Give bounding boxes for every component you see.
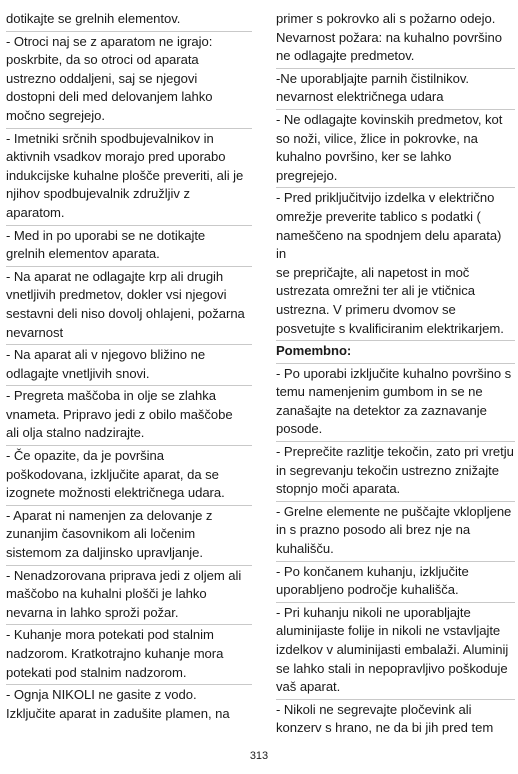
paragraph: - Otroci naj se z aparatom ne igrajo: poskrbite, da so otroci od aparata ustrezno oddaljeni, saj se njegovi dostopni deli med delovanjem lahko močno segrejejo. [6, 31, 252, 126]
paragraph: - Na aparat ne odlagajte krp ali drugih vnetljivih predmetov, dokler vsi njegovi sestavni deli niso dovolj ohlajeni, požarna nevarnost [6, 266, 252, 342]
paragraph: - Po končanem kuhanju, izključite uporabljeno področje kuhališča. [276, 561, 515, 600]
paragraph: - Imetniki srčnih spodbujevalnikov in aktivnih vsadkov morajo pred uporabo indukcijske kuhalne plošče preveriti, ali je njihov spodbujevalnik združljiv z aparatom. [6, 128, 252, 223]
paragraph: - Na aparat ali v njegovo bližino ne odlagajte vnetljivih snovi. [6, 344, 252, 383]
paragraph: -Ne uporabljajte parnih čistilnikov. nevarnost električnega udara [276, 68, 515, 107]
right-column [276, 10, 515, 740]
paragraph: - Po uporabi izključite kuhalno površino s temu namenjenim gumbom in se ne zanašajte na detektor za zaznavanje posode. [276, 363, 515, 439]
paragraph: - Kuhanje mora potekati pod stalnim nadzorom. Kratkotrajno kuhanje mora potekati pod stalnim nadzorom. [6, 624, 252, 682]
paragraph: primer s pokrovko ali s požarno odejo. Nevarnost požara: na kuhalno površino ne odlagajte predmetov. [276, 11, 502, 64]
paragraph: - Nenadzorovana priprava jedi z oljem ali maščobo na kuhalni plošči je lahko nevarna in lahko sproži požar. [6, 565, 252, 623]
paragraph: - Aparat ni namenjen za delovanje z zunanjim časovnikom ali ločenim sistemom za daljinsko upravljanje. [6, 505, 252, 563]
paragraph: - Pregreta maščoba in olje se zlahka vnameta. Pripravo jedi z obilo maščobe ali olja stalno nadzirajte. [6, 385, 252, 443]
paragraph: - Ognja NIKOLI ne gasite z vodo. Izključite aparat in zadušite plamen, na [6, 684, 252, 723]
paragraph: - Grelne elemente ne puščajte vklopljene in s prazno posodo ali brez nje na kuhališču. [276, 501, 515, 559]
section-heading: Pomembno: [276, 340, 515, 361]
paragraph: - Ne odlagajte kovinskih predmetov, kot so noži, vilice, žlice in pokrovke, na kuhalno površino, ker se lahko pregrejejo. [276, 109, 515, 185]
page-number: 313 [249, 750, 269, 762]
paragraph: - Nikoli ne segrevajte pločevink ali konzerv s hrano, ne da bi jih pred tem [276, 699, 515, 738]
paragraph: - Pred priključitvijo izdelka v električno omrežje preverite tablico s podatki ( nameščeno na spodnjem delu aparata) in se prepričajte, ali napetost in moč ustrezata omrežni ter ali je vtičnica ustrezna. V primeru dvomov se posvetujte s kvalificiranim elektrikarjem. [276, 187, 515, 338]
left-column [6, 10, 252, 725]
paragraph: - Pri kuhanju nikoli ne uporabljajte aluminijaste folije in nikoli ne vstavljajte izdelkov v aluminijasti embalaži. Aluminij se lahko stali in nepopravljivo poškoduje vaš aparat. [276, 602, 515, 697]
paragraph: - Če opazite, da je površina poškodovana, izključite aparat, da se izognete možnosti električnega udara. [6, 445, 252, 503]
paragraph: dotikajte se grelnih elementov. [6, 11, 181, 26]
paragraph: - Preprečite razlitje tekočin, zato pri vretju in segrevanju tekočin ustrezno znižajte stopnjo moči aparata. [276, 441, 515, 499]
paragraph: - Med in po uporabi se ne dotikajte grelnih elementov aparata. [6, 225, 252, 264]
